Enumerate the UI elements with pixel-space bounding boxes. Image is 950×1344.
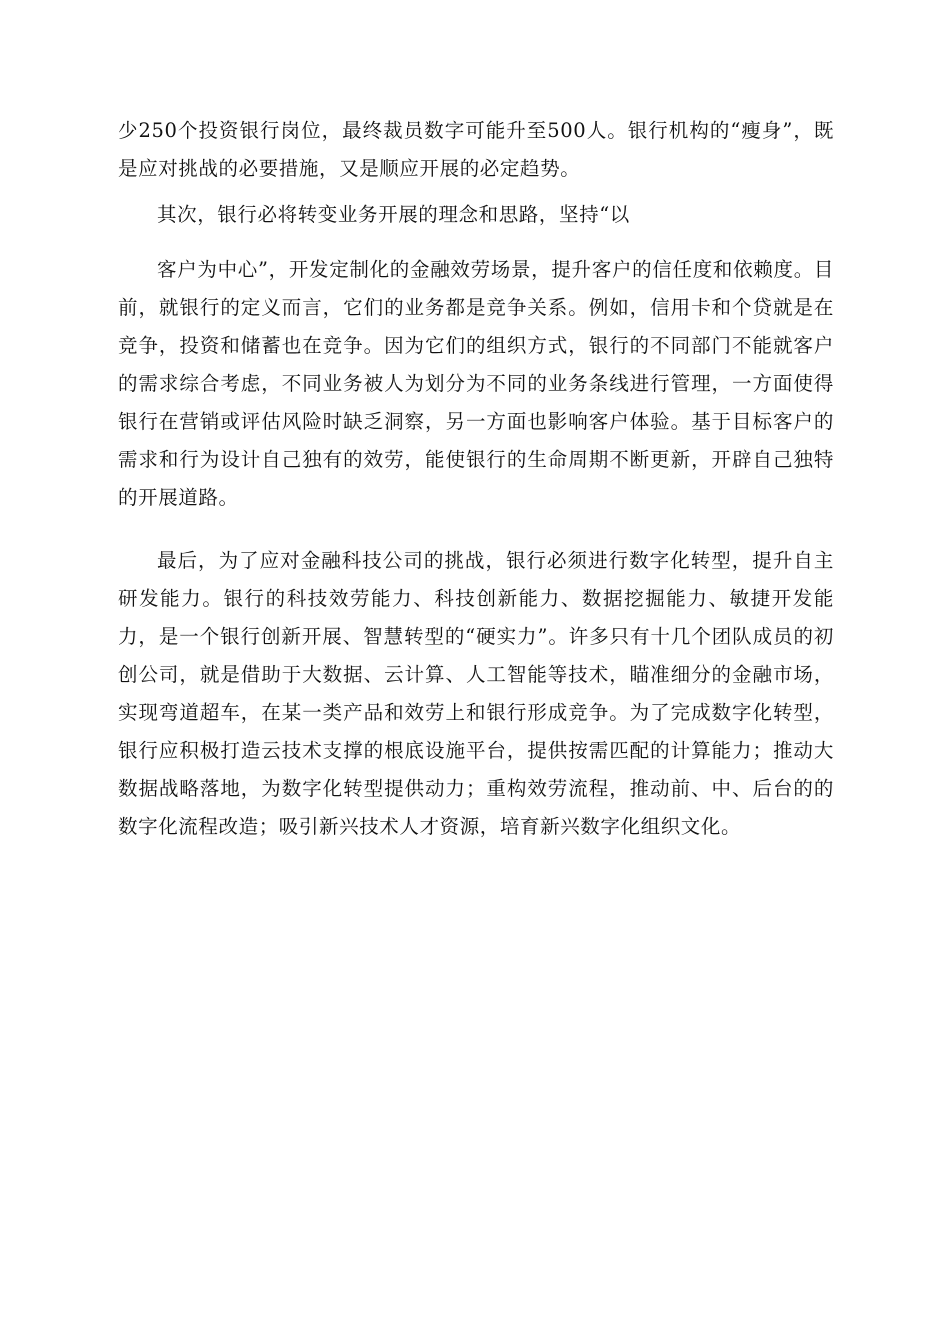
paragraph-4: 最后，为了应对金融科技公司的挑战，银行必须进行数字化转型，提升自主研发能力。银行的科技效劳能力、科技创新能力、数据挖掘能力、敏捷开发能力，是一个银行创新开展、智慧转型的“硬实力”。许多只有十几个团队成员的初创公司，就是借助于大数据、云计算、人工智能等技术，瞄准细分的金融市场，实现弯道超车，在某一类产品和效劳上和银行形成竞争。为了完成数字化转型，银行应积极打造云技术支撑的根底设施平台，提供按需匹配的计算能力；推动大数据战略落地，为数字化转型提供动力；重构效劳流程，推动前、中、后台的的数字化流程改造；吸引新兴技术人才资源，培育新兴数字化组织文化。 — [118, 549, 834, 838]
paragraph-1: 少250个投资银行岗位，最终裁员数字可能升至500人。银行机构的“瘦身”，既是应对挑战的必要措施，又是顺应开展的必定趋势。 — [118, 119, 834, 180]
document-body — [118, 112, 834, 846]
paragraph-2: 其次，银行必将转变业务开展的理念和思路，坚持“以 — [157, 203, 630, 226]
paragraph-3: 客户为中心”，开发定制化的金融效劳场景，提升客户的信任度和依赖度。目前，就银行的定义而言，它们的业务都是竞争关系。例如，信用卡和个贷就是在竞争，投资和储蓄也在竞争。因为它们的组织方式，银行的不同部门不能就客户的需求综合考虑，不同业务被人为划分为不同的业务条线进行管理，一方面使得银行在营销或评估风险时缺乏洞察，另一方面也影响客户体验。基于目标客户的需求和行为设计自己独有的效劳，能使银行的生命周期不断更新，开辟自己独特的开展道路。 — [118, 258, 834, 509]
